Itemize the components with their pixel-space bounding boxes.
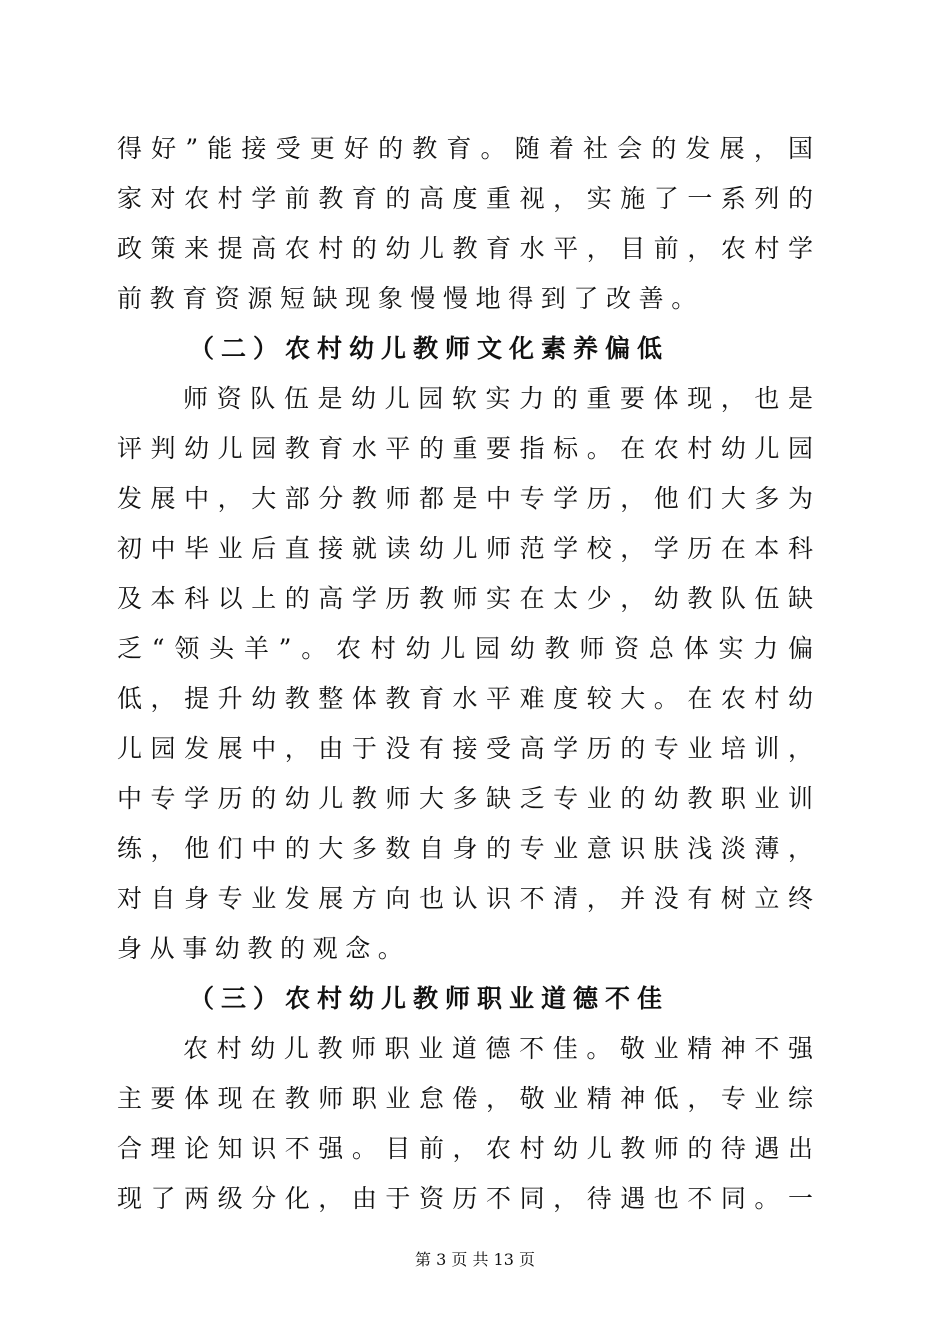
section-heading: （三）农村幼儿教师职业道德不佳: [189, 984, 670, 1013]
text-line: 中专学历的幼儿教师大多缺乏专业的幼教职业训: [117, 784, 813, 813]
text-line: 合理论知识不强。目前，农村幼儿教师的待遇出: [117, 1134, 813, 1163]
page-footer: 第 3 页 共 13 页: [415, 1250, 535, 1269]
text-line: 评判幼儿园教育水平的重要指标。在农村幼儿园: [117, 434, 813, 463]
text-line: 练，他们中的大多数自身的专业意识肤浅淡薄，: [117, 834, 813, 863]
text-line: 主要体现在教师职业怠倦，敬业精神低，专业综: [117, 1084, 813, 1113]
text-line: 现了两级分化，由于资历不同，待遇也不同。一: [117, 1184, 813, 1213]
text-line: 身从事幼教的观念。: [117, 934, 411, 963]
text-line: 及本科以上的高学历教师实在太少，幼教队伍缺: [117, 584, 813, 613]
text-line: 得好”能接受更好的教育。随着社会的发展，国: [117, 134, 813, 163]
text-line: 农村幼儿教师职业道德不佳。敬业精神不强: [183, 1034, 813, 1063]
text-line: 师资队伍是幼儿园软实力的重要体现，也是: [183, 384, 813, 413]
text-line: 发展中，大部分教师都是中专学历，他们大多为: [117, 484, 813, 513]
text-line: 政策来提高农村的幼儿教育水平，目前，农村学: [117, 234, 813, 263]
text-line: 初中毕业后直接就读幼儿师范学校，学历在本科: [117, 534, 813, 563]
text-line: 家对农村学前教育的高度重视，实施了一系列的: [117, 184, 813, 213]
text-line: 低，提升幼教整体教育水平难度较大。在农村幼: [117, 684, 813, 713]
text-line: 乏“领头羊”。农村幼儿园幼教师资总体实力偏: [117, 634, 813, 663]
text-line: 儿园发展中，由于没有接受高学历的专业培训，: [117, 734, 813, 763]
section-heading: （二）农村幼儿教师文化素养偏低: [189, 334, 670, 363]
text-line: 对自身专业发展方向也认识不清，并没有树立终: [117, 884, 813, 913]
body-text: [117, 124, 813, 1224]
text-line: 前教育资源短缺现象慢慢地得到了改善。: [117, 284, 704, 313]
